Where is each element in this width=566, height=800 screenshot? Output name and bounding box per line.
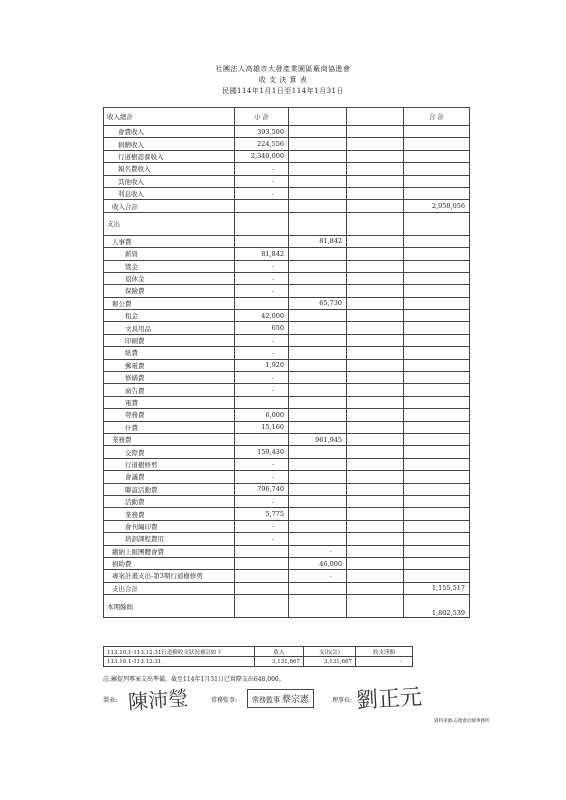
subtotal-heading: 小 計 [235, 108, 289, 126]
total-heading: 合 計 [404, 108, 470, 126]
table-row: 交際費 159,430 [104, 446, 470, 458]
table-row: 獎金 - [104, 260, 470, 272]
report-title: 收 支 決 算 表 [258, 76, 308, 84]
table-row: 報名費收入 - [104, 163, 470, 175]
table-row: 勞務費 6,000 [104, 409, 470, 421]
table-row: 會議費 - [104, 471, 470, 483]
summary-header-row: 113.10.1-113.12.31行道樹收支狀況補註如下 收入 支出(註) 收支淨額 [104, 647, 413, 657]
tree-summary-table [103, 646, 413, 667]
table-row: 業務費 5,775 [104, 508, 470, 520]
table-row: 廣告費 - [104, 384, 470, 396]
org-name: 社團法人高雄市大發產業園區廠商協進會 [215, 65, 351, 73]
supervisor-stamp: 常務監事 蔡宗憲 [247, 689, 314, 708]
chair-signature: 劉正元 [355, 685, 423, 714]
table-header-row [104, 108, 470, 126]
supervisor-label: 常務監事: [211, 697, 238, 704]
footnote: 註:屬提列專案支出準備，截至114年1月31日已實際支出648,000。 [103, 676, 285, 683]
donation-row: 捐助費 46,000 [104, 557, 470, 569]
table-row: 文具用品 650 [104, 322, 470, 334]
expense-title-row: 支出 [104, 212, 470, 235]
table-row: 捐贈收入 224,556 [104, 138, 470, 150]
table-row: 培訓課程費用 - [104, 533, 470, 545]
table-row: 活動費 - [104, 495, 470, 507]
table-row: 保險費 - [104, 285, 470, 297]
chair-label: 理事長: [332, 697, 353, 704]
table-row: 電費 [104, 396, 470, 408]
income-total-row: 收入合計 2,958,056 [104, 200, 470, 212]
table-row: 聯誼活動費 796,740 [104, 483, 470, 495]
report-period: 民國114年1月1日至114年1月31日 [222, 87, 344, 95]
table-row: 會刊編印費 - [104, 520, 470, 532]
table-row: 退休金 - [104, 272, 470, 284]
table-row: 行道樹認養收入 2,340,000 [104, 150, 470, 162]
preparer-signature: 陳沛瑩 [127, 685, 189, 715]
balance-row: 本期餘絀 1,802,539 [104, 595, 470, 618]
table-row: 利息收入 - [104, 187, 470, 199]
table-row: 薪資 81,842 [104, 248, 470, 260]
table-row: 紙費 - [104, 347, 470, 359]
table-row: 郵電費 1,920 [104, 359, 470, 371]
project-row: 專案計畫支出-第3期行道樹修剪 - [104, 570, 470, 582]
table-row: 其他收入 - [104, 175, 470, 187]
personnel-row: 人事費 81,842 [104, 235, 470, 247]
table-row: 租金 42,000 [104, 310, 470, 322]
data-source: 資料來源:志德會計師事務所 [434, 719, 490, 724]
business-row: 業務費 961,945 [104, 433, 470, 445]
expense-total-row: 支出合計 1,155,517 [104, 582, 470, 594]
dues-row: 繳納上級團體會費 - [104, 545, 470, 557]
summary-row: 113.10.1-113.12.31 3,131,667 3,131,667 - [104, 657, 413, 667]
office-row: 辦公費 65,730 [104, 297, 470, 309]
table-row: 什費 15,160 [104, 421, 470, 433]
income-expense-table [103, 107, 470, 618]
table-row: 行道樹修剪 - [104, 458, 470, 470]
table-row: 修繕費 - [104, 372, 470, 384]
table-row: 印刷費 - [104, 334, 470, 346]
preparer-label: 製表: [103, 697, 118, 704]
table-row: 會費收入 393,500 [104, 126, 470, 138]
income-total-heading: 收入總計 [104, 108, 235, 126]
